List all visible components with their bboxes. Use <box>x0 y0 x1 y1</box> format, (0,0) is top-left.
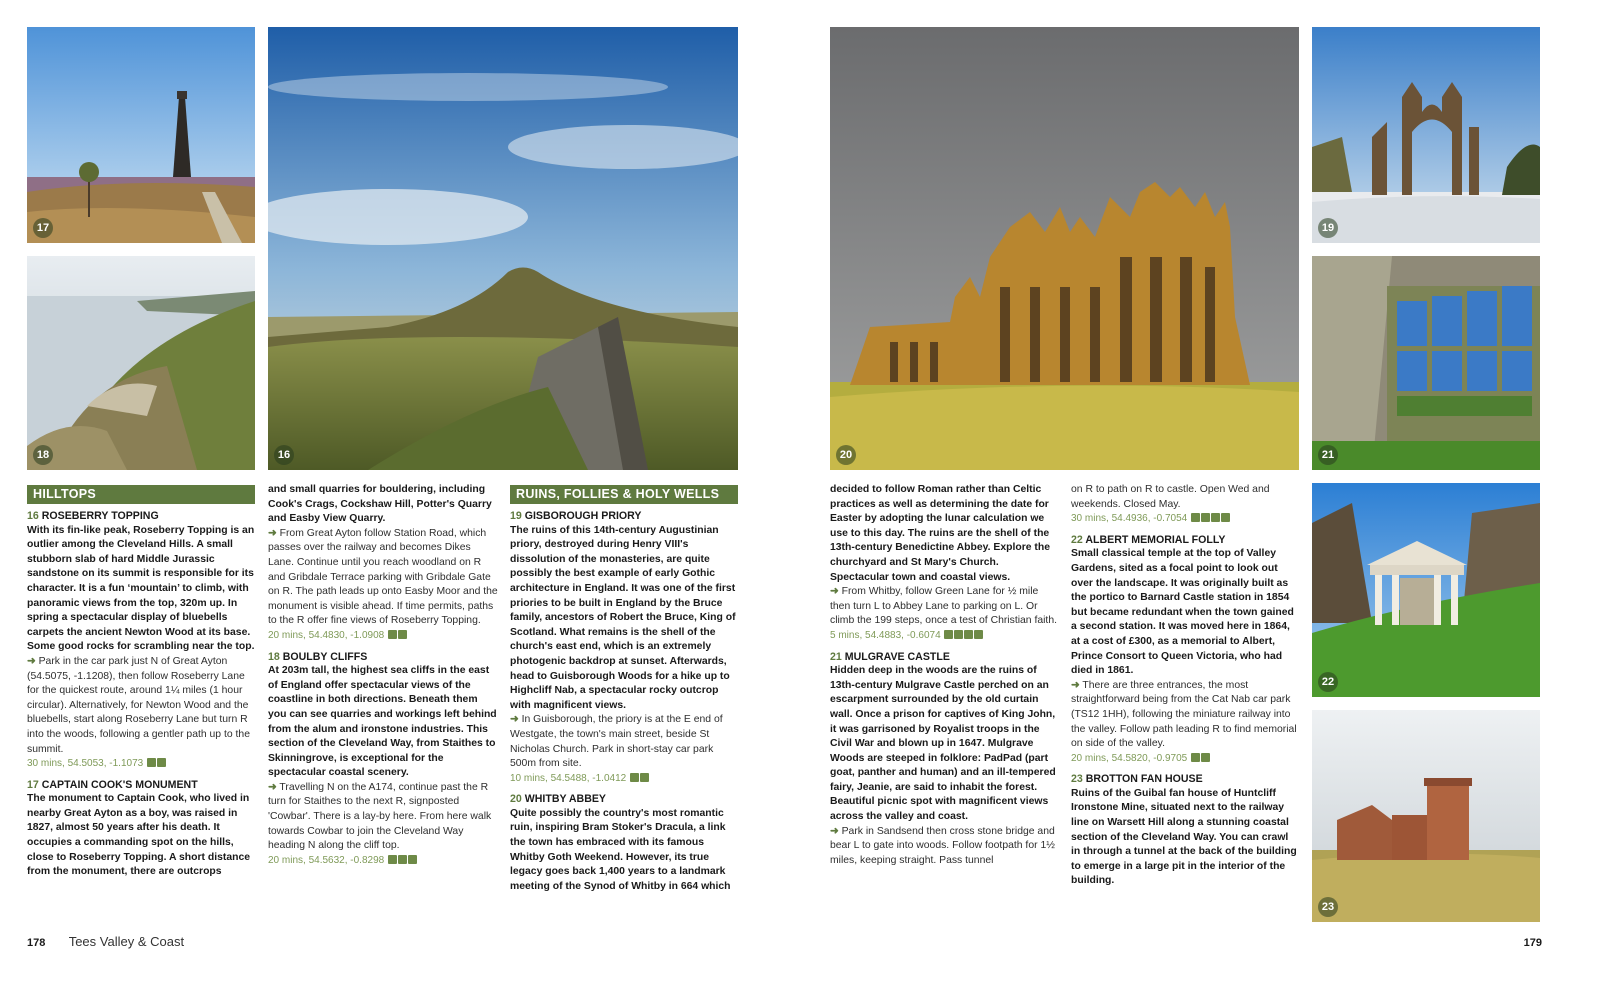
entry-23-heading: 23 BROTTON FAN HOUSE <box>1071 773 1203 786</box>
walk-icon <box>1221 513 1230 522</box>
entry-18-body: At 203m tall, the highest sea cliffs in the east of England offer spectacular views of the coastline in both directions. Beneath them you can see quarries and workings left behind from the alum and ironstone industries. This section of the Cleveland Way, from Staithes to Skinningrove, is exceptional for the spectacular coastal scenery. <box>268 665 497 779</box>
parking-icon <box>388 855 397 864</box>
entry-18-directions: ➜ Travelling N on the A174, continue past the R turn for Staithes to the next R, signposted 'Cowbar'. There is a lay-by here. From here walk towards Cowbar to join the Cleveland Way heading N along the cliff top. <box>268 781 492 852</box>
entry-17-directions: ➜ From Great Ayton follow Station Road, which passes over the railway and becomes Dikes Lane. Continue until you reach woodland on R and Gribdale Terrace parking with Gribdale Gate on R. The path leads up onto Easby Moor and the monument is visible ahead. If time permits, paths to the R offer fine views of Roseberry Topping. <box>268 527 498 627</box>
entry-16-body: With its fin-like peak, Roseberry Topping is an outlier among the Cleveland Hills. A small stubborn slab of hard Middle Jurassic sandstone on its summit is responsible for its character. It is a fun ‘mountain’ to climb, with panoramic views from the top, 320m up. In spring a spectacular display of bluebells carpets the ancient Newton Wood at its base. Some good rocks for scrambling near the top. <box>27 524 255 653</box>
entry-20-directions: ➜ From Whitby, follow Green Lane for ½ mile then turn L to Abbey Lane to parking on L. Or climb the 199 steps, once a test of Christian faith. <box>830 586 1057 627</box>
column-5 <box>1071 483 1299 889</box>
view-icon <box>1201 753 1210 762</box>
parking-icon <box>388 630 397 639</box>
photo-number: 18 <box>33 445 53 465</box>
entry-22-meta: 20 mins, 54.5820, -0.9705 <box>1071 752 1299 767</box>
entry-19-directions: ➜ In Guisborough, the priory is at the E end of Westgate, the town's main street, beside St Nicholas Church. Park in short-stay car park 500m from site. <box>510 714 723 770</box>
toilet-icon <box>974 630 983 639</box>
entry-23-body: Ruins of the Guibal fan house of Huntcliff Ironstone Mine, situated next to the railway line on Warsett Hill along a stunning coastal section of the Cleveland Way. You can crawl in through a tunnel at the back of the building to emerge in a large pit in the interior of the building. <box>1071 787 1297 887</box>
page-number-right: 179 <box>1523 937 1542 949</box>
entry-19-heading: 19 GISBOROUGH PRIORY <box>510 510 642 522</box>
parking-icon <box>640 773 649 782</box>
column-1 <box>27 485 255 880</box>
photo-number: 19 <box>1318 218 1338 238</box>
entry-19-body: The ruins of this 14th-century Augustinian priory, destroyed during Henry VIII's dissolution of the monasteries, are quite possibly the best example of early Gothic architecture in England. It was one of the first priories to be built in England by the Bruce family, ancestors of Robert the Bruce, King of Scotland. What remains is the shell of the church's east end, which is an extremely photogenic backdrop at sunset. Afterwards, head to Guisborough Woods for a hike up to Highcliff Nab, a spectacular rocky outcrop with magnificent views. <box>510 524 736 711</box>
walk-icon <box>408 855 417 864</box>
photo-brotton-fan-house <box>1312 710 1540 922</box>
photo-boulby-cliffs <box>27 256 255 470</box>
entry-21-body: Hidden deep in the woods are the ruins of 13th-century Mulgrave Castle perched on an escarpment surrounded by the old curtain wall. Once a prison for captives of King John, it was garrisoned by Royalist troops in the Civil War and blown up in 1647. Mulgrave Woods are steeped in folklore: PadPad (part goat, panther and human) and an ill-tempered fairy, Jeanie, are said to inhabit the forest. Beautiful picnic spot with magnificent views across the valley and coast. <box>830 665 1056 823</box>
entry-21-meta: 30 mins, 54.4936, -0.7054 <box>1071 512 1299 527</box>
entry-19-meta: 10 mins, 54.5488, -1.0412 <box>510 772 738 787</box>
photo-number: 17 <box>33 218 53 238</box>
arrow-icon: ➜ <box>27 655 36 667</box>
section-heading-hilltops: HILLTOPS <box>27 485 255 504</box>
cafe-icon <box>964 630 973 639</box>
parking-icon <box>147 758 156 767</box>
view-icon <box>1201 513 1210 522</box>
photo-number: 22 <box>1318 672 1338 692</box>
arrow-icon: ➜ <box>510 714 519 726</box>
photo-mulgrave-castle <box>1312 256 1540 470</box>
parking-icon <box>944 630 953 639</box>
entry-16-heading: 16 ROSEBERRY TOPPING <box>27 510 159 522</box>
parking-icon <box>1191 513 1200 522</box>
view-icon <box>954 630 963 639</box>
footer-left <box>27 934 184 949</box>
photo-gisborough-priory <box>1312 27 1540 243</box>
photo-roseberry-topping <box>268 27 738 470</box>
column-4 <box>830 483 1058 868</box>
picnic-icon <box>1211 513 1220 522</box>
entry-20-body-cont: decided to follow Roman rather than Celtic practices as well as determining the date for Easter by adopting the lunar calculation we use to this day. The ruins are the shell of the 13th-century Benedictine Abbey. Explore the churchyard and St Mary's Church. Spectacular town and coastal views. <box>830 484 1050 583</box>
page-number-left: 178 <box>27 937 46 949</box>
walk-icon <box>398 630 407 639</box>
photo-number: 16 <box>274 445 294 465</box>
entry-20-body: Quite possibly the country's most romantic ruin, inspiring Bram Stoker's Dracula, a link the town has embraced with its famous Whitby Goth Weekend. However, its true legacy goes back 1,400 years to a landmark meeting of the Synod of Whitby in 664 which <box>510 807 731 892</box>
photo-whitby-abbey <box>830 27 1299 470</box>
view-icon <box>398 855 407 864</box>
walk-icon <box>157 758 166 767</box>
entry-16-directions: ➜ Park in the car park just N of Great Ayton (54.5075, -1.1208), then follow Roseberry Lane for the quickest route, around 1¼ miles (1 hour circular). Alternatively, for Newton Wood and the bluebells, start along Roseberry Lane but turn R into the woods, following a gentler path up to the summit. <box>27 655 250 755</box>
arrow-icon: ➜ <box>830 586 839 598</box>
arrow-icon: ➜ <box>830 825 839 837</box>
arrow-icon: ➜ <box>268 527 277 539</box>
entry-18-meta: 20 mins, 54.5632, -0.8298 <box>268 854 498 869</box>
entry-17-body-cont: and small quarries for bouldering, including Cook's Crags, Cockshaw Hill, Potter's Quarry and Easby View Quarry. <box>268 484 492 525</box>
entry-17-heading: 17 CAPTAIN COOK'S MONUMENT <box>27 778 198 791</box>
section-heading-ruins: RUINS, FOLLIES & HOLY WELLS <box>510 485 738 504</box>
parking-icon <box>1191 753 1200 762</box>
column-2 <box>268 483 498 868</box>
arrow-icon: ➜ <box>268 781 277 793</box>
photo-number: 23 <box>1318 897 1338 917</box>
photo-number: 21 <box>1318 445 1338 465</box>
entry-18-heading: 18 BOULBY CLIFFS <box>268 650 368 663</box>
entry-21-heading: 21 MULGRAVE CASTLE <box>830 650 950 663</box>
chapter-title: Tees Valley & Coast <box>68 934 185 949</box>
entry-21-directions-cont: on R to path on R to castle. Open Wed and weekends. Closed May. <box>1071 484 1270 510</box>
photo-number: 20 <box>836 445 856 465</box>
photo-albert-memorial-folly <box>1312 483 1540 697</box>
entry-21-directions: ➜ Park in Sandsend then cross stone bridge and bear L to gate into woods. Follow footpath for 1½ miles, keeping straight. Pass tunnel <box>830 825 1055 866</box>
photo-captain-cook-monument <box>27 27 255 243</box>
entry-17-body: The monument to Captain Cook, who lived in nearby Great Ayton as a boy, was raised in 1827, almost 50 years after his death. It occupies a commanding spot on the hills, close to Roseberry Topping. A short distance from the monument, there are outcrops <box>27 793 251 878</box>
entry-22-body: Small classical temple at the top of Valley Gardens, sited as a focal point to look out over the landscape. It was originally built as the portico to Barnard Castle station in 1854 but became redundant when the town gained a second station. It was moved here in 1864, at a cost of £300, as a memorial to Albert, Prince Consort to Queen Victoria, who had died in 1861. <box>1071 548 1294 677</box>
entry-22-directions: ➜ There are three entrances, the most straightforward being from the Cat Nab car park (TS12 1HH), following the miniature railway into the valley. Follow path leading R to find memorial on side of the valley. <box>1071 679 1297 750</box>
arrow-icon: ➜ <box>1071 679 1080 691</box>
entry-20-meta: 5 mins, 54.4883, -0.6074 <box>830 629 1058 644</box>
church-icon <box>630 773 639 782</box>
entry-17-meta: 20 mins, 54.4830, -1.0908 <box>268 629 498 644</box>
entry-22-heading: 22 ALBERT MEMORIAL FOLLY <box>1071 533 1226 546</box>
entry-20-heading: 20 WHITBY ABBEY <box>510 793 606 806</box>
entry-16-meta: 30 mins, 54.5053, -1.1073 <box>27 757 255 772</box>
column-3 <box>510 485 738 894</box>
